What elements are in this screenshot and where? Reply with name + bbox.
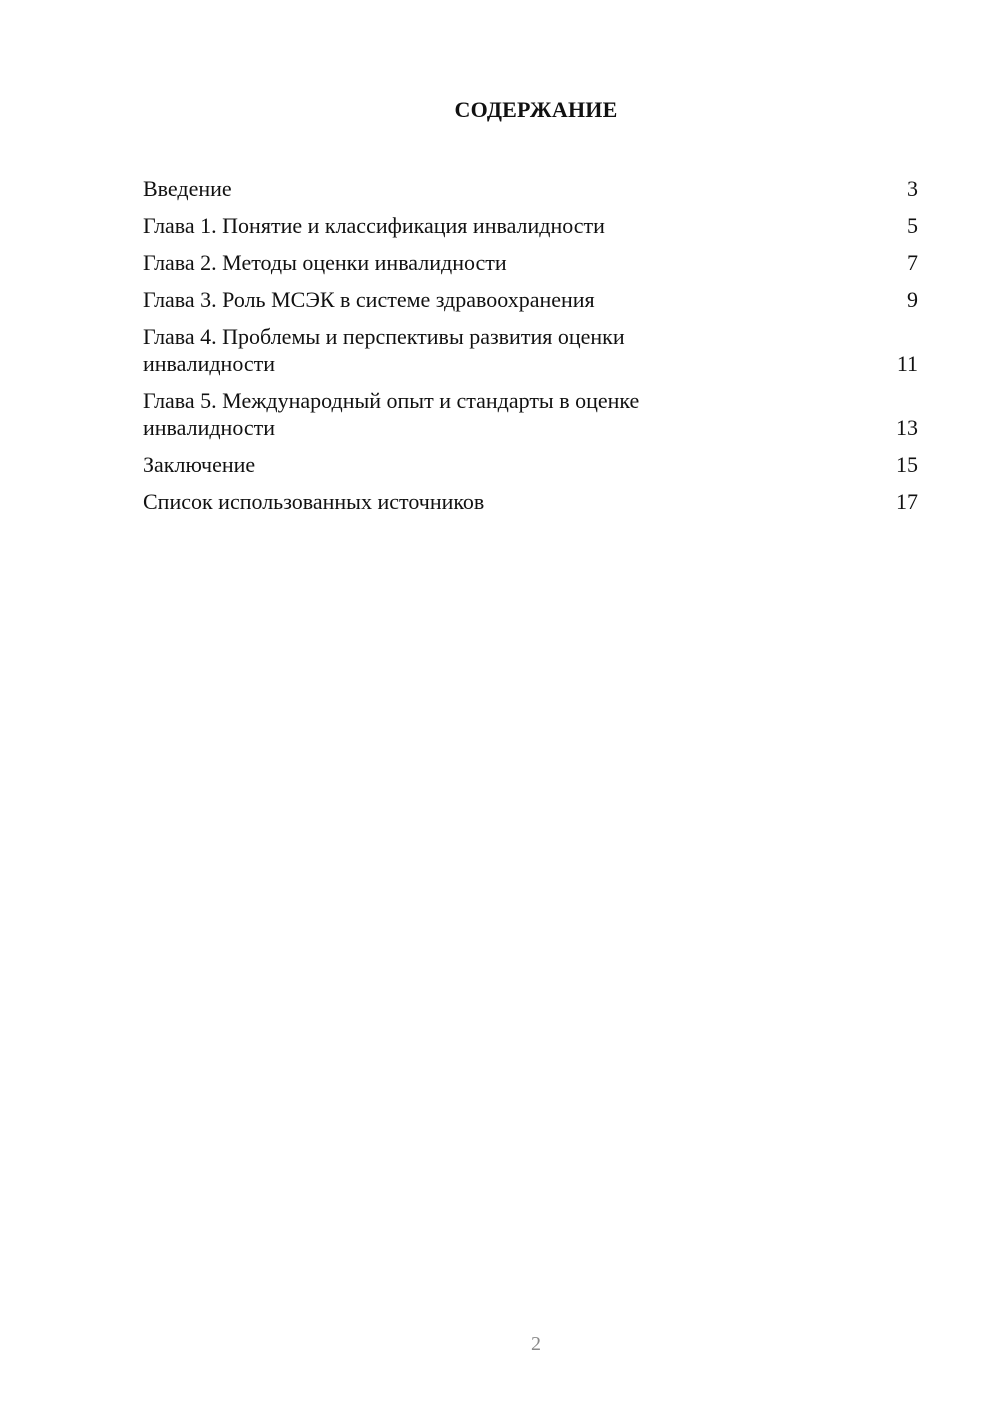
toc-entry-page: 15 — [896, 452, 918, 477]
toc-entry-introduction — [143, 170, 918, 207]
toc-entry-chapter-4 — [143, 318, 918, 382]
page-number: 2 — [531, 1333, 541, 1355]
toc-entry-references — [143, 483, 918, 520]
toc-entry-chapter-3 — [143, 281, 918, 318]
toc-entry-chapter-1 — [143, 207, 918, 244]
toc-entry-label: Введение — [143, 176, 232, 201]
toc-entry-chapter-5 — [143, 382, 918, 446]
toc-entry-page: 3 — [907, 176, 918, 201]
toc-entry-page: 13 — [896, 415, 918, 440]
toc-entry-label: Глава 2. Методы оценки инвалидности — [143, 250, 507, 275]
toc-entry-conclusion — [143, 446, 918, 483]
toc-entry-label: Список использованных источников — [143, 489, 485, 514]
table-of-contents — [143, 170, 918, 520]
toc-entry-label: Глава 3. Роль МСЭК в системе здравоохранения — [143, 287, 595, 312]
toc-entry-page: 5 — [907, 213, 918, 238]
page-title: СОДЕРЖАНИЕ — [454, 97, 618, 122]
toc-entry-chapter-2 — [143, 244, 918, 281]
toc-entry-page: 11 — [896, 351, 918, 376]
toc-entry-label: Глава 1. Понятие и классификация инвалидности — [143, 213, 605, 238]
toc-entry-page: 7 — [907, 250, 918, 275]
toc-entry-page: 9 — [907, 287, 918, 312]
toc-entry-label: Заключение — [143, 452, 256, 477]
toc-entry-label: Глава 5. Международный опыт и стандарты в оценке инвалидности — [143, 388, 640, 440]
toc-entry-label: Глава 4. Проблемы и перспективы развития оценки инвалидности — [143, 324, 625, 376]
toc-entry-page: 17 — [896, 489, 918, 514]
